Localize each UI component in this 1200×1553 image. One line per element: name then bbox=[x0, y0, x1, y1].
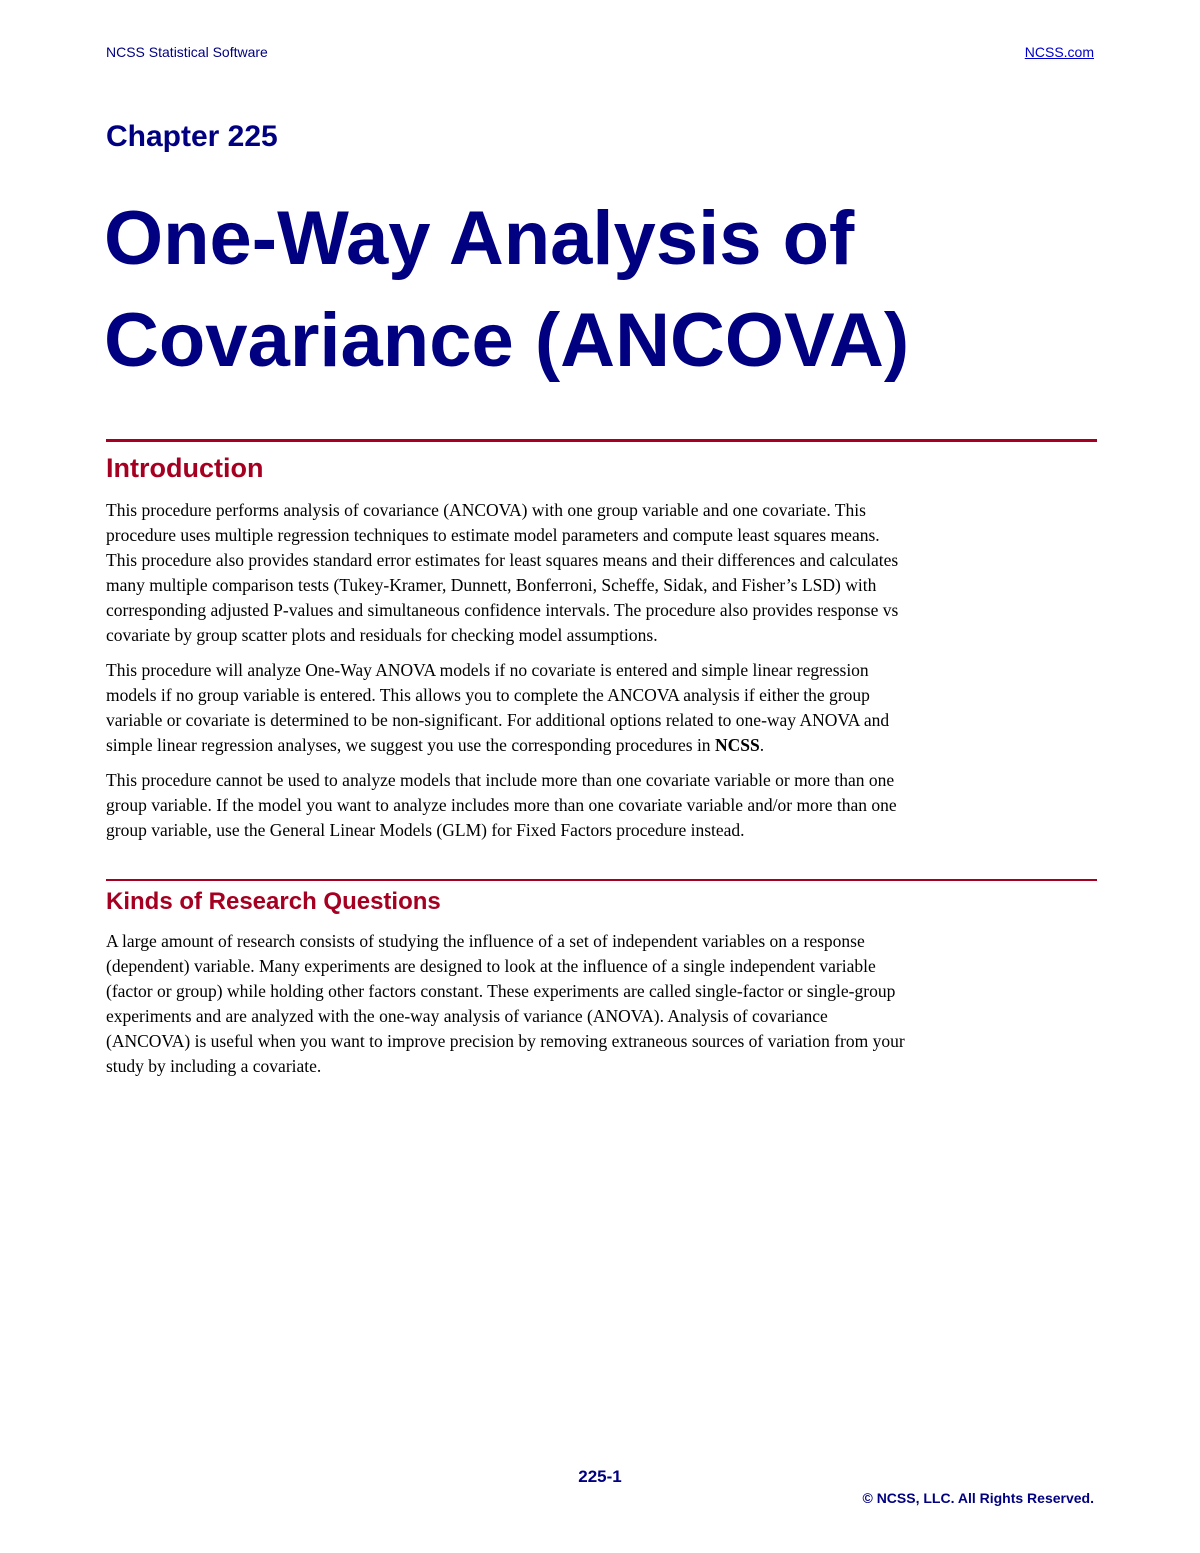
paragraph-line: group variable, use the General Linear Models (GLM) for Fixed Factors procedure instead. bbox=[106, 820, 745, 840]
introduction-section bbox=[106, 439, 1097, 843]
paragraph-line: corresponding adjusted P-values and simultaneous confidence intervals. The procedure also provides response vs bbox=[106, 600, 899, 620]
introduction-paragraph-3 bbox=[106, 768, 1097, 843]
ncss-bold-text: NCSS bbox=[714, 735, 760, 755]
paragraph-text: . bbox=[759, 735, 765, 755]
paragraph-line: This procedure cannot be used to analyze models that include more than one covariate variable or more than one bbox=[106, 770, 895, 790]
introduction-paragraph-1 bbox=[106, 498, 1097, 648]
paragraph-line: (ANCOVA) is useful when you want to improve precision by removing extraneous sources of variation from your bbox=[106, 1031, 905, 1051]
paragraph-line: variable or covariate is determined to be non-significant. For additional options related to one-way ANOVA and bbox=[106, 710, 890, 730]
title-line-1: One-Way Analysis of bbox=[104, 196, 855, 281]
paragraph-line: group variable. If the model you want to analyze includes more than one covariate variable and/or more than one bbox=[106, 795, 897, 815]
paragraph-line: procedure uses multiple regression techniques to estimate model parameters and compute least squares means. bbox=[106, 525, 880, 545]
copyright-notice: © NCSS, LLC. All Rights Reserved. bbox=[862, 1490, 1094, 1506]
kinds-section bbox=[106, 879, 1097, 1079]
paragraph-line: This procedure performs analysis of covariance (ANCOVA) with one group variable and one covariate. This bbox=[106, 500, 866, 520]
chapter-label: Chapter 225 bbox=[106, 120, 278, 153]
paragraph-line: experiments and are analyzed with the one-way analysis of variance (ANOVA). Analysis of covariance bbox=[106, 1006, 828, 1026]
header-ncss-link[interactable]: NCSS.com bbox=[1024, 44, 1094, 60]
introduction-heading: Introduction bbox=[106, 453, 264, 483]
paragraph-line: many multiple comparison tests (Tukey-Kramer, Dunnett, Bonferroni, Scheffe, Sidak, and Fisher’s LSD) with bbox=[106, 575, 877, 595]
paragraph-line: This procedure will analyze One-Way ANOVA models if no covariate is entered and simple linear regression bbox=[106, 660, 869, 680]
paragraph-line: A large amount of research consists of studying the influence of a set of independent variables on a response bbox=[106, 931, 865, 951]
introduction-paragraph-2 bbox=[106, 658, 1097, 758]
paragraph-line: study by including a covariate. bbox=[106, 1056, 322, 1076]
paragraph-line: (factor or group) while holding other factors constant. These experiments are called single-factor or single-group bbox=[106, 981, 896, 1001]
paragraph-line: models if no group variable is entered. This allows you to complete the ANCOVA analysis if either the group bbox=[106, 685, 870, 705]
page-number: 225-1 bbox=[578, 1467, 622, 1486]
kinds-heading: Kinds of Research Questions bbox=[106, 888, 441, 915]
paragraph-line: covariate by group scatter plots and residuals for checking model assumptions. bbox=[106, 625, 658, 645]
section-divider bbox=[106, 439, 1097, 442]
paragraph-text: simple linear regression analyses, we suggest you use the corresponding procedures in bbox=[106, 735, 715, 755]
header-software-name: NCSS Statistical Software bbox=[106, 44, 268, 60]
title-line-2: Covariance (ANCOVA) bbox=[104, 298, 910, 383]
paragraph-line: This procedure also provides standard error estimates for least squares means and their differences and calculates bbox=[106, 550, 899, 570]
kinds-paragraph-1 bbox=[106, 929, 1097, 1079]
page-title bbox=[104, 188, 1104, 392]
paragraph-line: (dependent) variable. Many experiments are designed to look at the influence of a single independent variable bbox=[106, 956, 876, 976]
paragraph-line bbox=[106, 733, 1097, 758]
section-divider bbox=[106, 879, 1097, 881]
